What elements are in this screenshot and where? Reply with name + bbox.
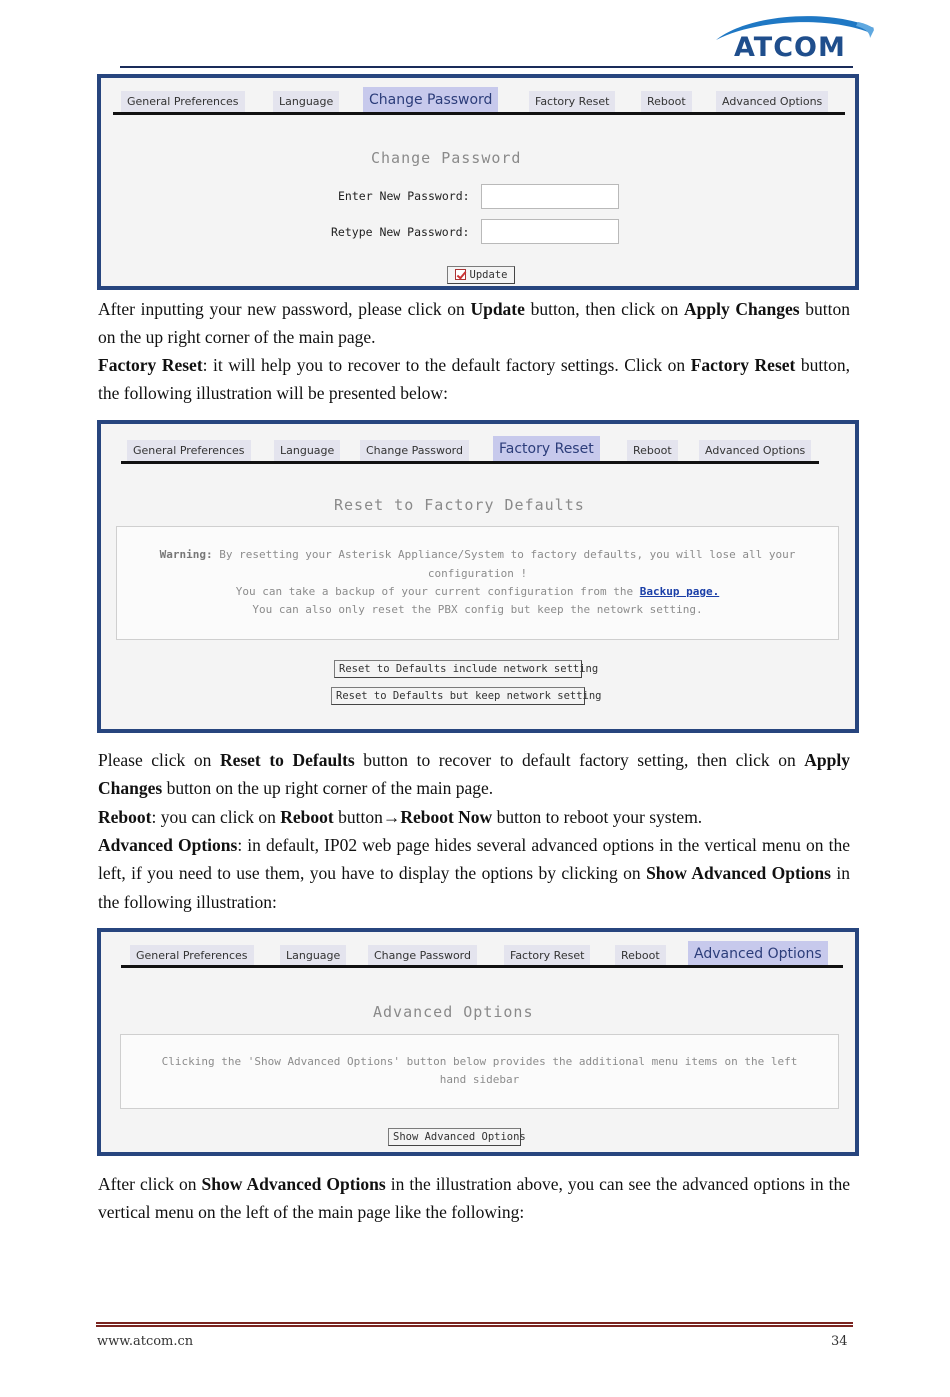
tab-change-password[interactable]: Change Password bbox=[368, 945, 477, 967]
paragraph-reboot bbox=[98, 803, 850, 831]
tab-factory-reset[interactable]: Factory Reset bbox=[493, 436, 600, 462]
page-number: 34 bbox=[831, 1334, 848, 1349]
warning-text: By resetting your Asterisk Appliance/System to factory defaults, you will lose all your bbox=[212, 548, 796, 561]
reset-keep-network-button[interactable]: Reset to Defaults but keep network setting bbox=[331, 687, 585, 705]
tab-language[interactable]: Language bbox=[274, 440, 340, 462]
warning-label: Warning: bbox=[159, 548, 213, 561]
text: button, then click on bbox=[524, 299, 685, 319]
text: button on the up right corner of the main page. bbox=[162, 778, 494, 799]
tab-reboot[interactable]: Reboot bbox=[641, 91, 692, 113]
text: in the following illustration: bbox=[98, 863, 850, 912]
bold-text: Apply Changes bbox=[684, 299, 800, 319]
text: in the illustration above, you can see the advanced options in the vertical menu on the left of the main page like the following: bbox=[98, 1174, 850, 1223]
bold-text: Reset to Defaults bbox=[219, 750, 355, 770]
tab-reboot[interactable]: Reboot bbox=[627, 440, 678, 462]
paragraph-reset-defaults bbox=[98, 746, 850, 803]
tab-change-password[interactable]: Change Password bbox=[363, 87, 498, 113]
tab-underline bbox=[121, 461, 819, 464]
text: : in default, IP02 web page hides several advanced options in the vertical menu on the left, if you need to use them, you have to display the options by clicking on bbox=[98, 835, 850, 884]
tab-factory-reset[interactable]: Factory Reset bbox=[529, 91, 615, 113]
tab-general-preferences[interactable]: General Preferences bbox=[127, 440, 251, 462]
paragraph-factory-reset bbox=[98, 351, 850, 408]
bold-text: Reboot bbox=[98, 807, 152, 827]
check-icon bbox=[455, 269, 466, 280]
tab-change-password[interactable]: Change Password bbox=[360, 440, 469, 462]
keep-network-line: You can also only reset the PBX config but keep the netowrk setting. bbox=[252, 603, 703, 616]
footer-rule bbox=[96, 1322, 853, 1327]
new-password-label: Enter New Password: bbox=[338, 189, 470, 203]
retype-password-input[interactable] bbox=[481, 219, 619, 244]
screenshot-change-password bbox=[97, 74, 859, 290]
retype-password-label: Retype New Password: bbox=[331, 225, 470, 239]
show-advanced-options-button[interactable]: Show Advanced Options bbox=[388, 1128, 521, 1146]
text: button to reboot your system. bbox=[492, 807, 703, 827]
tab-underline bbox=[113, 112, 845, 115]
panel-title: Advanced Options bbox=[373, 1003, 534, 1021]
text: button to recover to default factory setting, then click on bbox=[354, 750, 805, 770]
text: Please click on bbox=[98, 750, 220, 770]
text: button bbox=[333, 807, 383, 827]
atcom-logo bbox=[708, 8, 878, 66]
tab-factory-reset[interactable]: Factory Reset bbox=[504, 945, 590, 967]
paragraph-advanced-options bbox=[98, 831, 850, 916]
bold-text: Show Advanced Options bbox=[646, 863, 831, 884]
tab-advanced-options[interactable]: Advanced Options bbox=[699, 440, 811, 462]
text: button, the following illustration will be presented below: bbox=[98, 355, 851, 404]
info-line-2: hand sidebar bbox=[439, 1073, 520, 1086]
footer-url: www.atcom.cn bbox=[97, 1334, 194, 1349]
backup-text: You can take a backup of your current configuration from the bbox=[235, 585, 640, 598]
warning-line-2: configuration ! bbox=[427, 567, 528, 580]
text: After click on bbox=[98, 1174, 202, 1194]
info-box bbox=[120, 1034, 839, 1109]
new-password-input[interactable] bbox=[481, 184, 619, 209]
bold-text: Apply Changes bbox=[98, 750, 850, 799]
tab-bar bbox=[101, 932, 855, 966]
paragraph-update bbox=[98, 295, 850, 352]
tab-reboot[interactable]: Reboot bbox=[615, 945, 666, 967]
screenshot-advanced-options bbox=[97, 928, 859, 1156]
tab-bar bbox=[101, 78, 855, 112]
tab-general-preferences[interactable]: General Preferences bbox=[121, 91, 245, 113]
tab-general-preferences[interactable]: General Preferences bbox=[130, 945, 254, 967]
warning-line bbox=[117, 548, 838, 561]
panel-title: Reset to Factory Defaults bbox=[334, 496, 585, 514]
tab-bar bbox=[101, 424, 855, 458]
bold-text: Show Advanced Options bbox=[201, 1174, 386, 1194]
bold-text: Factory Reset bbox=[98, 355, 203, 375]
bold-text: Reboot bbox=[280, 807, 334, 827]
bold-text: Reboot Now bbox=[400, 807, 493, 827]
panel-title: Change Password bbox=[371, 149, 522, 167]
text: After inputting your new password, please click on bbox=[98, 299, 471, 319]
bold-text: Advanced Options bbox=[98, 835, 238, 855]
bold-text: Update bbox=[470, 299, 525, 319]
logo-text: ATCOM bbox=[734, 32, 846, 63]
tab-advanced-options[interactable]: Advanced Options bbox=[688, 941, 828, 967]
update-button[interactable] bbox=[447, 266, 515, 284]
arrow-icon: → bbox=[382, 807, 401, 827]
reset-include-network-button[interactable]: Reset to Defaults include network setting bbox=[334, 660, 582, 678]
warning-box bbox=[116, 526, 839, 640]
tab-advanced-options[interactable]: Advanced Options bbox=[716, 91, 828, 113]
tab-language[interactable]: Language bbox=[280, 945, 346, 967]
bold-text: Factory Reset bbox=[690, 355, 796, 375]
backup-line bbox=[117, 585, 838, 598]
screenshot-factory-reset bbox=[97, 420, 859, 733]
text: : you can click on bbox=[151, 807, 281, 827]
backup-page-link[interactable]: Backup page. bbox=[639, 585, 720, 598]
paragraph-after-click bbox=[98, 1170, 850, 1227]
tab-underline bbox=[121, 965, 843, 968]
text: : it will help you to recover to the default factory settings. Click on bbox=[202, 355, 691, 375]
tab-language[interactable]: Language bbox=[273, 91, 339, 113]
header-rule bbox=[120, 66, 853, 68]
text: button on the up right corner of the main page. bbox=[98, 299, 850, 348]
info-line: Clicking the 'Show Advanced Options' button below provides the additional menu items on the left bbox=[161, 1055, 798, 1068]
update-button-label: Update bbox=[469, 269, 508, 281]
